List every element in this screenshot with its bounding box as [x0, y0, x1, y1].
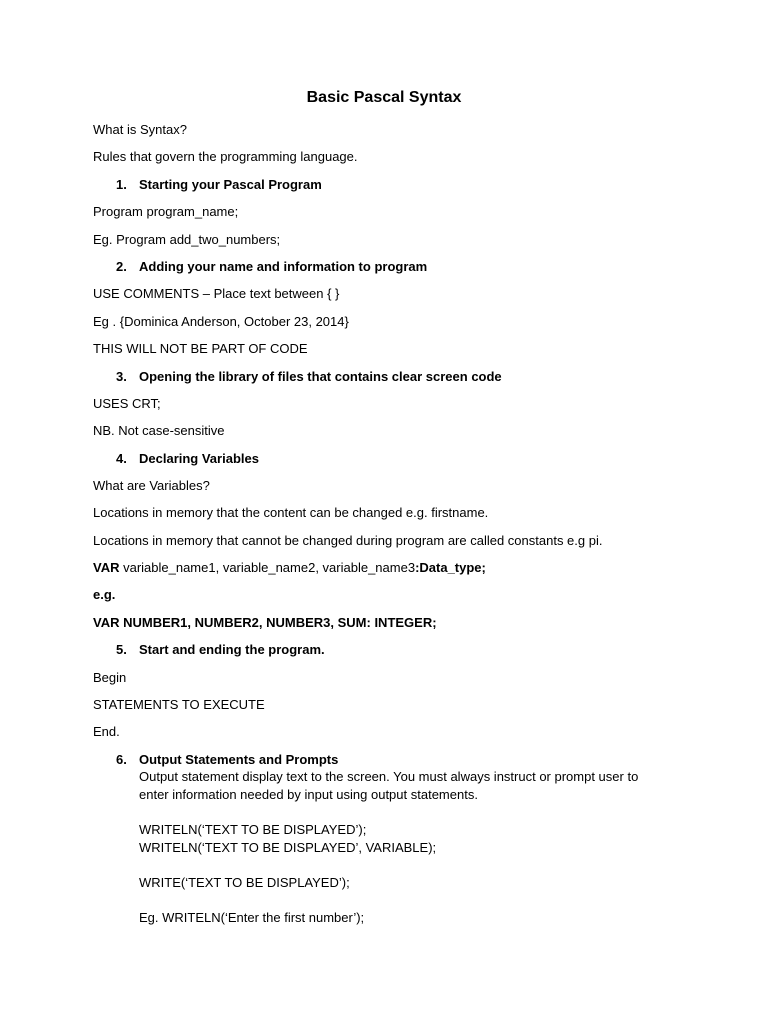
- section-2-line-3: THIS WILL NOT BE PART OF CODE: [93, 341, 308, 356]
- var-keyword: VAR: [93, 560, 120, 575]
- section-heading-2: Adding your name and information to program: [139, 259, 428, 274]
- section-4-line-3: Locations in memory that cannot be changed during program are called constants e.g pi.: [93, 533, 603, 548]
- var-example-line: VAR NUMBER1, NUMBER2, NUMBER3, SUM: INTEGER;: [93, 615, 437, 630]
- page-title: Basic Pascal Syntax: [306, 89, 462, 106]
- section-number-6: 6.: [116, 752, 127, 767]
- var-data-type: :Data_type;: [415, 560, 486, 575]
- intro-question: What is Syntax?: [93, 122, 187, 137]
- code-line-example: Eg. WRITELN(‘Enter the first number’);: [139, 910, 365, 925]
- section-number-4: 4.: [116, 451, 127, 466]
- section-number-5: 5.: [116, 642, 127, 657]
- section-3-line-1: USES CRT;: [93, 396, 161, 411]
- section-4-line-2: Locations in memory that the content can be changed e.g. firstname.: [93, 505, 489, 520]
- section-heading-4: Declaring Variables: [139, 451, 259, 466]
- code-line-writeln-1: WRITELN(‘TEXT TO BE DISPLAYED’);: [139, 822, 367, 837]
- section-2-line-2: Eg . {Dominica Anderson, October 23, 2014}: [93, 314, 349, 329]
- section-heading-5: Start and ending the program.: [139, 642, 325, 657]
- section-5-line-2: STATEMENTS TO EXECUTE: [93, 697, 265, 712]
- section-4-line-1: What are Variables?: [93, 478, 210, 493]
- section-number-2: 2.: [116, 259, 127, 274]
- section-5-line-3: End.: [93, 724, 120, 739]
- section-5-line-1: Begin: [93, 670, 127, 685]
- example-label: e.g.: [93, 587, 116, 602]
- section-number-1: 1.: [116, 177, 127, 192]
- section-6-paragraph-line-2: enter information needed by input using output statements.: [139, 787, 478, 802]
- section-1-line-1: Program program_name;: [93, 204, 239, 219]
- var-names: variable_name1, variable_name2, variable_name3: [119, 560, 416, 575]
- section-heading-6: Output Statements and Prompts: [139, 752, 339, 767]
- section-heading-3: Opening the library of files that contains clear screen code: [139, 369, 502, 384]
- section-1-line-2: Eg. Program add_two_numbers;: [93, 232, 281, 247]
- section-2-line-1: USE COMMENTS – Place text between { }: [93, 286, 340, 301]
- var-declaration-line: [93, 560, 486, 575]
- section-3-line-2: NB. Not case-sensitive: [93, 423, 225, 438]
- section-6-paragraph-line-1: Output statement display text to the screen. You must always instruct or prompt user to: [139, 769, 639, 784]
- code-line-writeln-2: WRITELN(‘TEXT TO BE DISPLAYED’, VARIABLE);: [139, 840, 437, 855]
- intro-answer: Rules that govern the programming language.: [93, 149, 358, 164]
- code-line-write: WRITE(‘TEXT TO BE DISPLAYED’);: [139, 875, 350, 890]
- section-number-3: 3.: [116, 369, 127, 384]
- section-heading-1: Starting your Pascal Program: [139, 177, 322, 192]
